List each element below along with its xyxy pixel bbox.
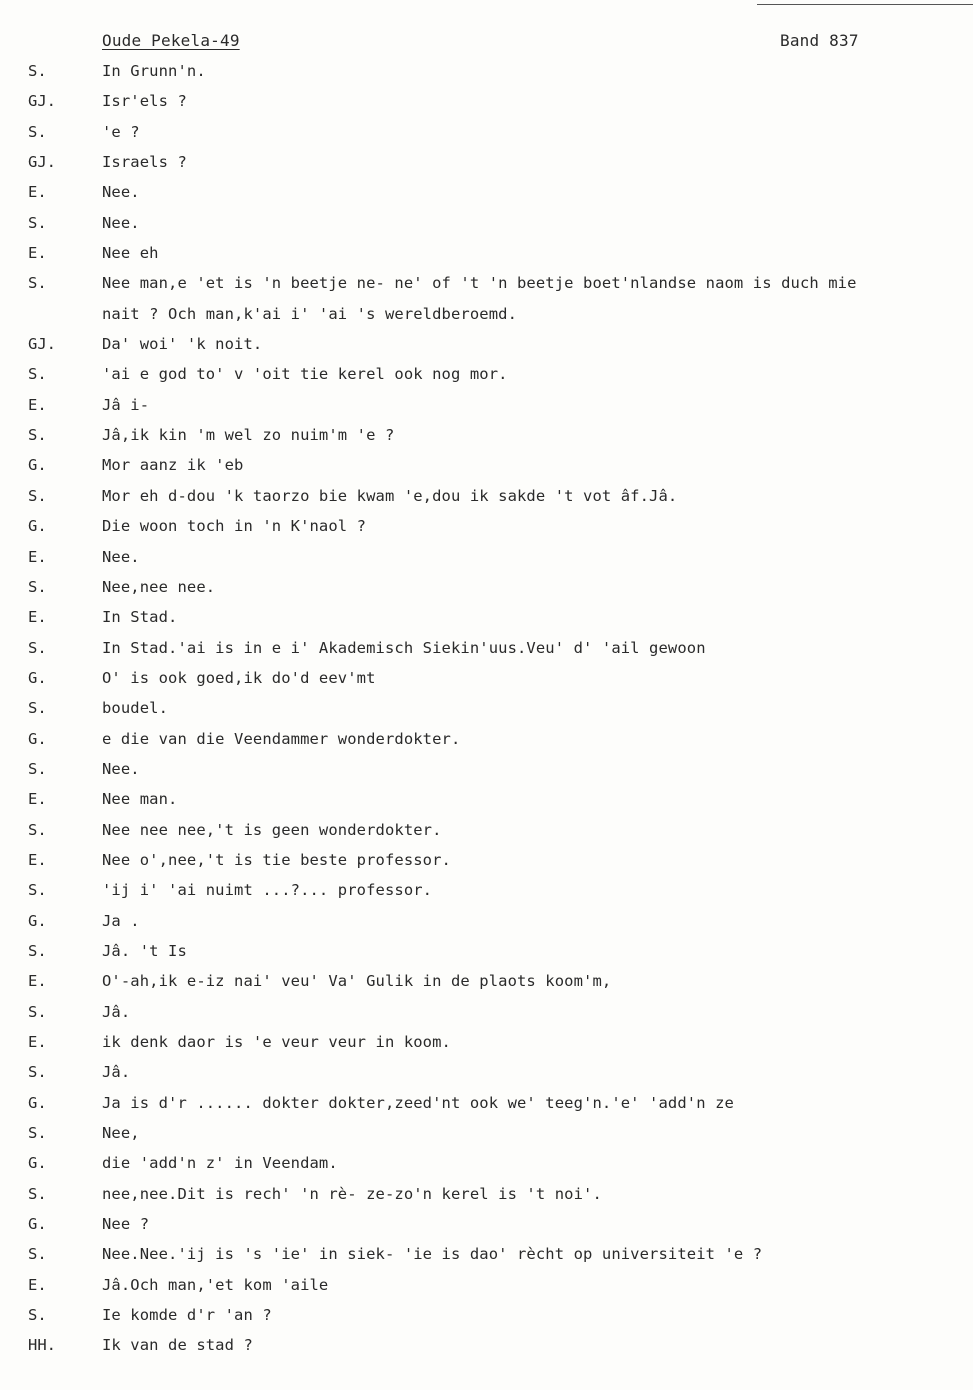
transcript-line [0,1062,973,1092]
transcript-line [0,1153,973,1183]
transcript-line [0,668,973,698]
speaker-label: HH. [28,1336,56,1355]
transcript-line [0,425,973,455]
transcript-line [0,455,973,485]
document-title: Oude Pekela-49 [102,31,240,50]
transcript-line [0,729,973,759]
speaker-label: S. [28,426,47,445]
transcript-line [0,1184,973,1214]
speaker-label: S. [28,1124,47,1143]
speaker-label: G. [28,456,47,475]
utterance-text: Nee nee nee,'t is geen wonderdokter. [102,820,442,839]
transcript-line [0,698,973,728]
utterance-text: O'-ah,ik e-iz nai' veu' Va' Gulik in de plaots koom'm, [102,972,612,991]
transcript [0,61,973,1366]
transcript-line [0,152,973,182]
transcript-line [0,789,973,819]
speaker-label: E. [28,972,47,991]
speaker-label: G. [28,1154,47,1173]
speaker-label: G. [28,668,47,687]
transcript-line [0,1123,973,1153]
transcript-line [0,334,973,364]
speaker-label: E. [28,1275,47,1294]
transcript-line [0,971,973,1001]
utterance-text: Nee man,e 'et is 'n beetje ne- ne' of 't 'n beetje boet'nlandse naom is duch mie [102,274,857,293]
utterance-text: Jâ. [102,1063,131,1082]
transcript-line [0,850,973,880]
transcript-line [0,395,973,425]
utterance-text: 'e ? [102,122,140,141]
speaker-label: E. [28,608,47,627]
utterance-text: Ja is d'r ...... dokter dokter,zeed'nt ook we' teeg'n.'e' 'add'n ze [102,1093,734,1112]
utterance-text: Nee, [102,1124,140,1143]
transcript-line [0,1093,973,1123]
utterance-text: Nee. [102,213,140,232]
utterance-text: Jâ. 't Is [102,941,187,960]
speaker-label: S. [28,577,47,596]
speaker-label: S. [28,699,47,718]
speaker-label: S. [28,62,47,80]
transcript-line [0,1335,973,1365]
speaker-label: S. [28,274,47,293]
speaker-label: S. [28,941,47,960]
utterance-text: Isr'els ? [102,92,187,111]
speaker-label: S. [28,122,47,141]
transcript-line [0,759,973,789]
speaker-label: G. [28,729,47,748]
top-rule [757,4,973,5]
utterance-text: Ja . [102,911,140,930]
utterance-text: nee,nee.Dit is rech' 'n rè- ze-zo'n kerel is 't noi'. [102,1184,602,1203]
speaker-label: E. [28,1033,47,1051]
speaker-label: S. [28,213,47,232]
utterance-text: Nee man. [102,790,178,809]
speaker-label: E. [28,395,47,414]
transcript-line [0,273,973,303]
speaker-label: G. [28,1093,47,1112]
speaker-label: G. [28,517,47,536]
transcript-line [0,577,973,607]
speaker-label: S. [28,638,47,657]
utterance-text: boudel. [102,699,169,718]
utterance-text: Die woon toch in 'n K'naol ? [102,517,367,536]
utterance-text: e die van die Veendammer wonderdokter. [102,729,461,748]
transcript-line [0,516,973,546]
speaker-label: E. [28,547,47,566]
transcript-line [0,1275,973,1305]
utterance-text: In Stad.'ai is in e i' Akademisch Siekin'uus.Veu' d' 'ail gewoon [102,638,706,657]
transcript-line [0,547,973,577]
speaker-label: S. [28,759,47,778]
transcript-line [0,61,973,91]
transcript-line [0,304,973,334]
transcript-line [0,1244,973,1274]
speaker-label: E. [28,183,47,202]
transcript-line [0,243,973,273]
speaker-label: S. [28,365,47,384]
utterance-text: 'ij i' 'ai nuimt ...?... professor. [102,881,433,900]
speaker-label: GJ. [28,335,56,354]
utterance-text: Nee,nee nee. [102,577,216,596]
utterance-text: O' is ook goed,ik do'd eev'mt [102,668,376,687]
speaker-label: E. [28,850,47,869]
speaker-label: E. [28,790,47,809]
utterance-text: ik denk daor is 'e veur veur in koom. [102,1033,451,1051]
speaker-label: G. [28,911,47,930]
speaker-label: S. [28,1002,47,1021]
utterance-text: Nee. [102,183,140,202]
speaker-label: S. [28,486,47,505]
speaker-label: S. [28,1063,47,1082]
speaker-label: E. [28,244,47,263]
speaker-label: S. [28,1306,47,1325]
transcript-line [0,638,973,668]
utterance-text: Nee.Nee.'ij is 's 'ie' in siek- 'ie is dao' rècht op universiteit 'e ? [102,1245,763,1264]
utterance-text: Nee. [102,759,140,778]
utterance-text: Jâ i- [102,395,150,414]
utterance-text: 'ai e god to' v 'oit tie kerel ook nog mor. [102,365,508,384]
utterance-text: nait ? Och man,k'ai i' 'ai 's wereldberoemd. [102,304,517,323]
transcript-line [0,364,973,394]
speaker-label: S. [28,1184,47,1203]
utterance-text: Da' woi' 'k noit. [102,335,263,354]
transcript-line [0,941,973,971]
utterance-text: Nee ? [102,1215,150,1234]
transcript-line [0,1305,973,1335]
utterance-text: Jâ,ik kin 'm wel zo nuim'm 'e ? [102,426,395,445]
transcript-line [0,911,973,941]
utterance-text: Nee eh [102,244,159,263]
utterance-text: Jâ.Och man,'et kom 'aile [102,1275,329,1294]
tape-number: Band 837 [780,31,859,50]
transcript-line [0,122,973,152]
transcript-line [0,1002,973,1032]
speaker-label: GJ. [28,92,56,111]
utterance-text: die 'add'n z' in Veendam. [102,1154,338,1173]
utterance-text: Nee. [102,547,140,566]
speaker-label: S. [28,881,47,900]
transcript-line [0,91,973,121]
speaker-label: G. [28,1215,47,1234]
transcript-line [0,820,973,850]
transcript-line [0,182,973,212]
transcript-line [0,1214,973,1244]
utterance-text: Israels ? [102,153,187,172]
speaker-label: S. [28,820,47,839]
transcript-line [0,486,973,516]
utterance-text: In Stad. [102,608,178,627]
utterance-text: Ie komde d'r 'an ? [102,1306,272,1325]
transcript-line [0,213,973,243]
transcript-line [0,607,973,637]
transcript-line [0,1032,973,1062]
utterance-text: In Grunn'n. [102,62,206,80]
utterance-text: Nee o',nee,'t is tie beste professor. [102,850,451,869]
utterance-text: Mor eh d-dou 'k taorzo bie kwam 'e,dou ik sakde 't vot âf.Jâ. [102,486,678,505]
transcript-line [0,880,973,910]
utterance-text: Ik van de stad ? [102,1336,253,1355]
utterance-text: Mor aanz ik 'eb [102,456,244,475]
utterance-text: Jâ. [102,1002,131,1021]
speaker-label: S. [28,1245,47,1264]
speaker-label: GJ. [28,153,56,172]
